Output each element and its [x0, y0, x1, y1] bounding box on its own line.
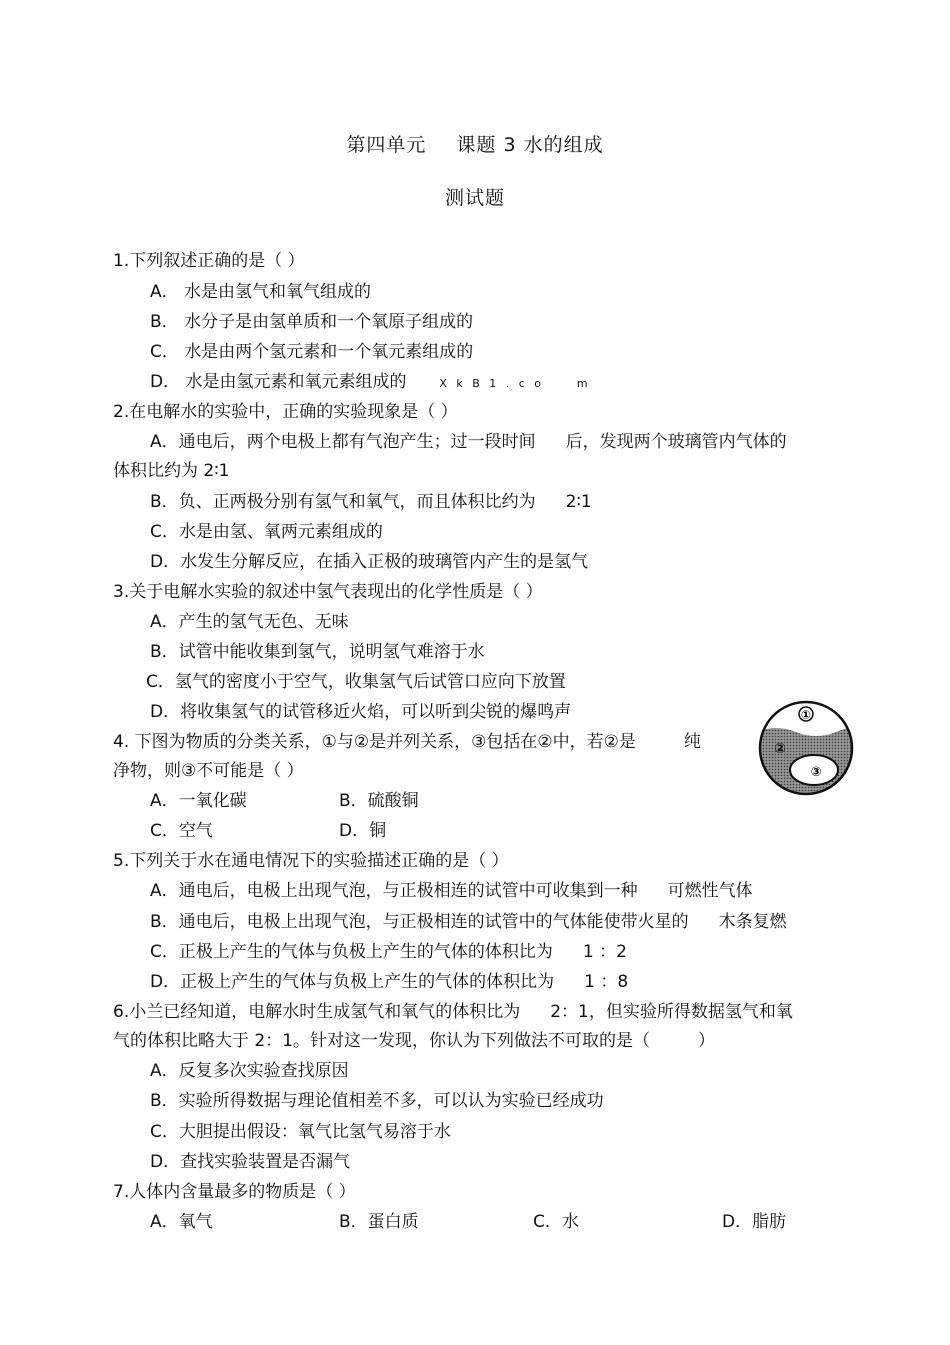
question-3-option-d: D．将收集氢气的试管移近火焰，可以听到尖锐的爆鸣声 [150, 702, 572, 722]
question-6-option-d: D．查找实验装置是否漏气 [150, 1152, 351, 1172]
question-2-stem: 2.在电解水的实验中，正确的实验现象是（ ） [113, 402, 458, 422]
question-5-option-b-text2: 木条复燃 [718, 912, 787, 932]
title-topic: 课题 3 水的组成 [456, 134, 604, 156]
question-2-option-a-cont: 体积比约为 2∶1 [113, 461, 230, 481]
question-7-stem: 7.人体内含量最多的物质是（ ） [113, 1182, 356, 1202]
question-7-option-b: B．蛋白质 [339, 1212, 419, 1232]
page-title [0, 130, 950, 157]
question-7-option-c: C．水 [533, 1212, 579, 1232]
question-3-option-a: A．产生的氢气无色、无味 [150, 612, 349, 632]
question-3-option-b: B．试管中能收集到氢气，说明氢气难溶于水 [150, 642, 485, 662]
question-2-option-a [150, 432, 787, 452]
question-4-stem-part1: 4. 下图为物质的分类关系，①与②是并列关系，③包括在②中，若②是 [113, 732, 636, 752]
question-3-option-c: C．氢气的密度小于空气，收集氢气后试管口应向下放置 [146, 672, 566, 692]
question-5-option-b [150, 912, 787, 932]
page-subtitle: 测试题 [444, 187, 505, 209]
question-5-option-c-ratio: 1 ：2 [582, 942, 627, 962]
question-4-stem-part2: 纯 [683, 732, 701, 752]
question-5-option-d-ratio: 1 ：8 [584, 972, 629, 992]
question-4-stem [113, 732, 701, 752]
question-1-option-d-text: D． 水是由氢元素和氧元素组成的 [150, 372, 407, 392]
question-4-option-a: A．一氧化碳 [150, 791, 247, 811]
question-5-option-d [150, 972, 628, 992]
question-4-option-d: D．铜 [339, 821, 387, 841]
classification-diagram-svg [756, 690, 856, 800]
question-2-option-b [150, 492, 592, 512]
question-2-option-a-part2: 后，发现两个玻璃管内气体的 [565, 432, 787, 452]
question-5-option-a [150, 881, 753, 901]
title-unit: 第四单元 [346, 134, 427, 156]
question-1-option-b: B． 水分子是由氢单质和一个氧原子组成的 [150, 312, 474, 332]
question-4-option-c: C．空气 [150, 821, 213, 841]
question-6-stem-part4: ） [698, 1031, 716, 1051]
watermark-text: X k B 1 . c o [439, 377, 545, 390]
question-2-option-a-part1: A．通电后，两个电极上都有气泡产生；过一段时间 [150, 432, 536, 452]
question-5-option-a-text2: 可燃性气体 [667, 881, 753, 901]
region-2-label: ② [774, 741, 786, 757]
region-3-label: ③ [810, 765, 822, 780]
question-4-stem-cont: 净物，则③不可能是（ ） [113, 761, 304, 781]
question-6-stem-cont [113, 1031, 715, 1051]
question-5-option-c [150, 942, 627, 962]
question-1-option-d [150, 372, 591, 394]
question-5-option-a-text: A．通电后，电极上出现气泡，与正极相连的试管中可收集到一种 [150, 881, 638, 901]
classification-diagram [756, 690, 856, 800]
watermark-text-end: m [576, 377, 591, 390]
question-7-option-a: A．氧气 [150, 1212, 213, 1232]
question-6-stem [113, 1002, 793, 1022]
question-5-option-b-text: B．通电后，电极上出现气泡，与正极相连的试管中的气体能使带火星的 [150, 912, 689, 932]
question-5-option-c-text: C．正极上产生的气体与负极上产生的气体的体积比为 [150, 942, 553, 962]
question-2-option-b-text: B．负、正两极分别有氢气和氧气，而且体积比约为 [150, 492, 536, 512]
question-4-option-b: B．硫酸铜 [339, 791, 419, 811]
question-3-stem: 3.关于电解水实验的叙述中氢气表现出的化学性质是（ ） [113, 582, 543, 602]
question-6-stem-part2: 2：1，但实验所得数据氢气和氧 [550, 1002, 793, 1022]
question-5-stem: 5.下列关于水在通电情况下的实验描述正确的是（ ） [113, 851, 509, 871]
question-6-option-b: B．实验所得数据与理论值相差不多，可以认为实验已经成功 [150, 1091, 604, 1111]
question-1-option-a: A． 水是由氢气和氧气组成的 [150, 282, 372, 302]
question-6-option-c: C．大胆提出假设：氧气比氢气易溶于水 [150, 1122, 451, 1142]
question-5-option-d-text: D．正极上产生的气体与负极上产生的气体的体积比为 [150, 972, 555, 992]
question-2-option-d: D．水发生分解反应，在插入正极的玻璃管内产生的是氢气 [150, 552, 589, 572]
question-1-option-c: C． 水是由两个氢元素和一个氧元素组成的 [150, 342, 474, 362]
question-6-stem-part3: 气的体积比略大于 2：1。针对这一发现，你认为下列做法不可取的是（ [113, 1031, 651, 1051]
question-7-option-d: D．脂肪 [722, 1212, 787, 1232]
question-6-stem-part1: 6.小兰已经知道，电解水时生成氢气和氧气的体积比为 [113, 1002, 521, 1022]
question-6-option-a: A．反复多次实验查找原因 [150, 1061, 349, 1081]
question-2-option-b-ratio: 2∶1 [565, 492, 592, 512]
region-1-label: ① [800, 708, 812, 722]
question-1-stem: 1.下列叙述正确的是（ ） [113, 251, 305, 271]
question-2-option-c: C．水是由氢、氧两元素组成的 [150, 522, 383, 542]
